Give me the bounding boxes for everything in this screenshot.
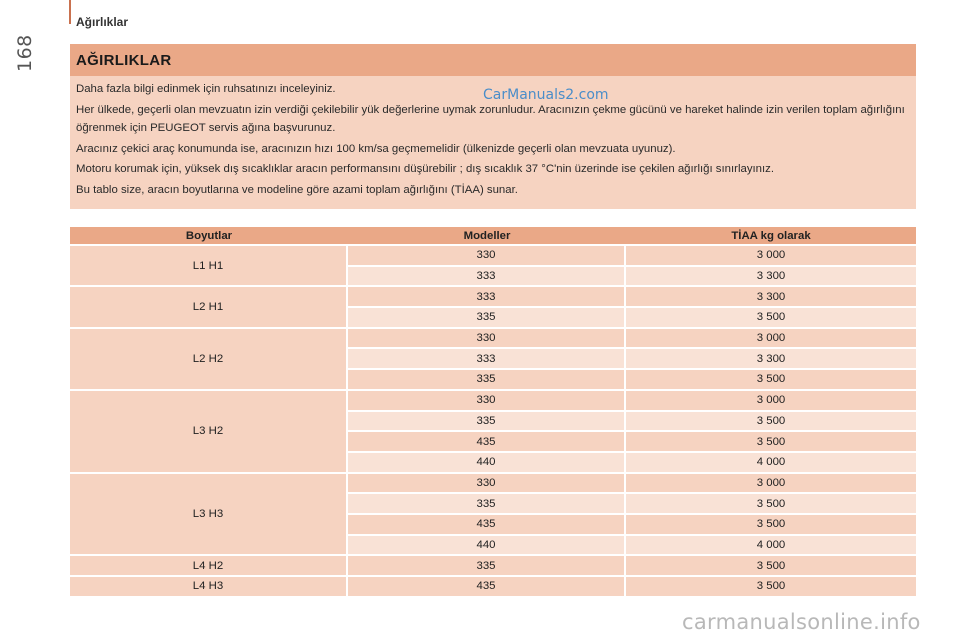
model-cell: 435 [348,577,626,596]
header-weight: TİAA kg olarak [626,227,916,244]
table-header-row [70,227,916,244]
model-cell: 330 [348,474,626,493]
weights-table-body [70,246,916,596]
model-cell: 335 [348,370,626,389]
table-row [70,577,916,596]
info-paragraph: Daha fazla bilgi edinmek için ruhsatınızı inceleyiniz. [76,83,336,95]
info-box [70,44,916,209]
section-label: Ağırlıklar [76,15,129,29]
model-cell: 440 [348,453,626,472]
header-dimensions: Boyutlar [70,227,348,244]
weight-cell: 3 000 [626,391,916,410]
dimension-cell: L3 H2 [70,391,348,472]
weight-cell: 3 500 [626,494,916,513]
weight-cell: 4 000 [626,536,916,555]
weight-cell: 3 500 [626,577,916,596]
table-row [70,556,916,575]
model-cell: 335 [348,556,626,575]
model-cell: 335 [348,494,626,513]
weight-cell: 3 300 [626,349,916,368]
model-cell: 335 [348,308,626,327]
dimension-cell: L4 H3 [70,577,348,596]
watermark-bottom: carmanualsonline.info [682,610,921,634]
info-paragraph: Aracınız çekici araç konumunda ise, aracınızın hızı 100 km/sa geçmemelidir (ülkenizde geçerli olan mevzuata uyunuz). [76,142,676,155]
model-cell: 440 [348,536,626,555]
section-marker-bar [69,0,71,24]
weight-cell: 3 500 [626,412,916,431]
model-cell: 330 [348,329,626,348]
model-cell: 333 [348,349,626,368]
weight-cell: 3 500 [626,308,916,327]
dimension-cell: L1 H1 [70,246,348,285]
model-cell: 333 [348,267,626,286]
dimension-cell: L2 H1 [70,287,348,326]
weight-cell: 3 500 [626,432,916,451]
table-row [70,329,916,348]
table-row [70,474,916,493]
model-cell: 330 [348,246,626,265]
table-row [70,246,916,265]
weights-table [70,225,916,598]
weight-cell: 3 300 [626,287,916,306]
watermark-top: CarManuals2.com [483,87,609,103]
model-cell: 330 [348,391,626,410]
weight-cell: 3 500 [626,556,916,575]
info-title: AĞIRLIKLAR [70,44,916,76]
weight-cell: 3 000 [626,474,916,493]
weight-cell: 3 000 [626,246,916,265]
info-paragraph: Bu tablo size, aracın boyutlarına ve modeline göre azami toplam ağırlığını (TİAA) sunar. [76,183,518,196]
model-cell: 435 [348,432,626,451]
model-cell: 435 [348,515,626,534]
weight-cell: 3 000 [626,329,916,348]
weight-cell: 3 500 [626,370,916,389]
dimension-cell: L4 H2 [70,556,348,575]
model-cell: 335 [348,412,626,431]
table-row [70,391,916,410]
table-row [70,287,916,306]
dimension-cell: L2 H2 [70,329,348,389]
info-paragraph: Her ülkede, geçerli olan mevzuatın izin verdiği çekilebilir yük değerlerine uymak zorunludur. Aracınızın çekme gücünü ve hareket halinde izin verilen toplam ağırlığını öğrenmek için PEUGEOT servis ağına başvurunuz. [76,103,905,134]
weight-cell: 3 300 [626,267,916,286]
weight-cell: 3 500 [626,515,916,534]
model-cell: 333 [348,287,626,306]
weight-cell: 4 000 [626,453,916,472]
page-number: 168 [14,34,36,72]
dimension-cell: L3 H3 [70,474,348,555]
info-paragraph: Motoru korumak için, yüksek dış sıcaklıklar aracın performansını düşürebilir ; dış sıcaklık 37 °C'nin üzerinde ise çekilen ağırlığı sınırlayınız. [76,163,775,175]
header-models: Modeller [348,227,626,244]
